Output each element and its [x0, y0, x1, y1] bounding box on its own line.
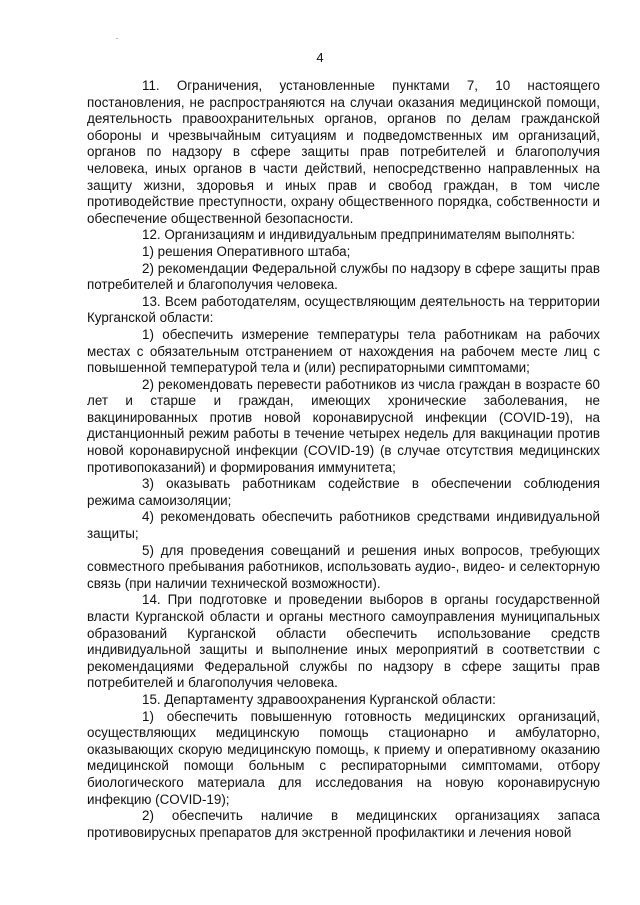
page-number: 4	[316, 50, 324, 65]
paragraph-15-item-1: 1) обеспечить повышенную готовность медицинских организаций, осуществляющих медицинскую помощь стационарно и амбулаторно, оказывающих скорую медицинскую помощь, к приему и оперативному оказанию медицинской помощи больным с респираторными симптомами, отбору биологического материала для исследования на новую коронавирусную инфекцию (COVID-19);	[87, 708, 600, 807]
paragraph-15-item-2: 2) обеспечить наличие в медицинских организациях запаса противовирусных препаратов для экстренной профилактики и лечения новой	[87, 808, 600, 840]
paragraph-13-item-1: 1) обеспечить измерение температуры тела работникам на рабочих местах с обязательным отстранением от нахождения на рабочем месте лиц с повышенной температурой тела и (или) респираторными симптомами;	[87, 326, 600, 376]
paragraph-13-item-3: 3) оказывать работникам содействие в обеспечении соблюдения режима самоизоляции;	[87, 476, 600, 508]
paragraph-12: 12. Организациям и индивидуальным предпринимателям выполнять:	[142, 227, 576, 243]
paragraph-13-item-2: 2) рекомендовать перевести работников из числа граждан в возрасте 60 лет и старше и граждан, имеющих хронические заболевания, не вакцинированных против новой коронавирусной инфекции (COVID-19), на дистанционный режим работы в течение четырех недель для вакцинации против новой коронавирусной инфекции (COVID-19) (в случае отсутствия медицинских противопоказаний) и формирования иммунитета;	[87, 376, 600, 475]
document-body	[87, 78, 600, 841]
paragraph-11: 11. Ограничения, установленные пунктами 7, 10 настоящего постановления, не распространяются на случаи оказания медицинской помощи, деятельность правоохранительных органов, органов по делам гражданской обороны и чрезвычайным ситуациям и подведомственных им организаций, органов по надзору в сфере защиты прав потребителей и благополучия человека, иных органов в части действий, непосредственно направленных на защиту жизни, здоровья и иных прав и свобод граждан, в том числе противодействие преступности, охрану общественного порядка, собственности и обеспечение общественной безопасности.	[87, 78, 600, 226]
paragraph-13-item-4: 4) рекомендовать обеспечить работников средствами индивидуальной защиты;	[87, 509, 600, 542]
paragraph-12-item-2: 2) рекомендации Федеральной службы по надзору в сфере защиты прав потребителей и благополучия человека.	[87, 260, 600, 293]
scan-speck	[116, 38, 118, 39]
paragraph-14: 14. При подготовке и проведении выборов в органы государственной власти Курганской области и органы местного самоуправления муниципальных образований Курганской области обеспечить использование средств индивидуальной защиты и выполнение иных мероприятий в соответствии с рекомендациями Федеральной службы по надзору в сфере защиты прав потребителей и благополучия человека.	[87, 592, 600, 691]
paragraph-15: 15. Департаменту здравоохранения Курганской области:	[142, 691, 496, 707]
paragraph-13: 13. Всем работодателям, осуществляющим деятельность на территории Курганской области:	[87, 293, 600, 326]
paragraph-12-item-1: 1) решения Оперативного штаба;	[142, 243, 351, 259]
paragraph-13-item-5: 5) для проведения совещаний и решения иных вопросов, требующих совместного пребывания работников, использовать аудио-, видео- и селекторную связь (при наличии технической возможности).	[87, 542, 600, 591]
